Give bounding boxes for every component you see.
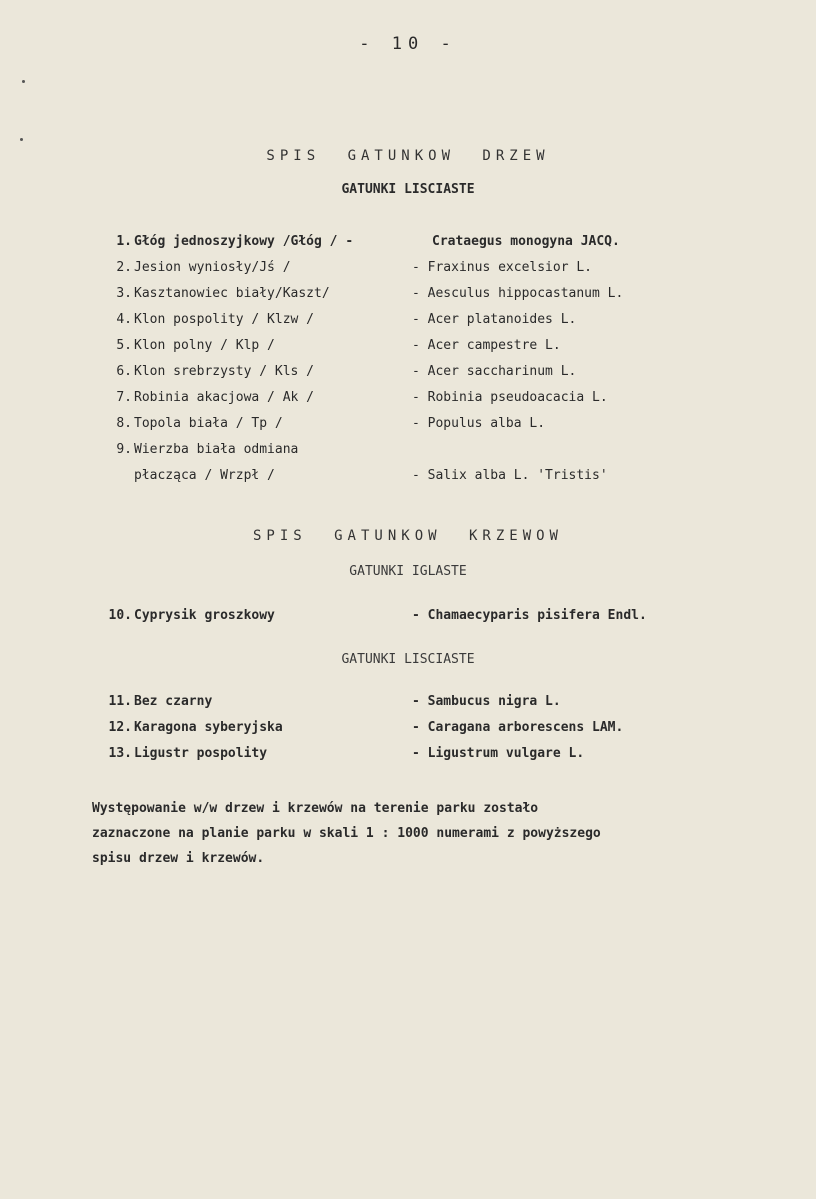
note-line: zaznaczone na planie parku w skali 1 : 1000 numerami z powyższego: [92, 826, 601, 841]
polish-name: Cyprysik groszkowy: [134, 608, 275, 623]
polish-name: Bez czarny: [134, 694, 213, 709]
latin-name: - Acer saccharinum L.: [412, 364, 577, 379]
latin-name: - Fraxinus excelsior L.: [412, 260, 593, 275]
polish-name: Kasztanowiec biały/Kaszt/: [134, 286, 330, 301]
latin-name: Crataegus monogyna JACQ.: [432, 234, 620, 249]
polish-name: Karagona syberyjska: [134, 720, 283, 735]
polish-name: Robinia akacjowa / Ak /: [134, 390, 315, 405]
latin-name: - Chamaecyparis pisifera Endl.: [412, 608, 647, 623]
item-number: 7.: [116, 390, 132, 405]
location-note: [92, 796, 772, 871]
item-number: 5.: [116, 338, 132, 353]
item-number: 9.: [116, 442, 132, 457]
latin-name: - Caragana arborescens LAM.: [412, 720, 624, 735]
latin-name: - Populus alba L.: [412, 416, 546, 431]
item-number: 1.: [116, 234, 132, 249]
latin-name: - Salix alba L. 'Tristis': [412, 468, 608, 483]
item-number: 11.: [108, 694, 132, 709]
note-line: spisu drzew i krzewów.: [92, 851, 265, 866]
deciduous-subheading: GATUNKI LISCIASTE: [341, 652, 475, 667]
item-number: 3.: [116, 286, 132, 301]
polish-name: Klon pospolity / Klzw /: [134, 312, 315, 327]
polish-name: Topola biała / Tp /: [134, 416, 283, 431]
latin-name: - Aesculus hippocastanum L.: [412, 286, 624, 301]
item-number: 4.: [116, 312, 132, 327]
page-number: - 10 -: [359, 34, 457, 54]
item-number: 13.: [108, 746, 132, 761]
item-number: 2.: [116, 260, 132, 275]
item-number: 10.: [108, 608, 132, 623]
item-number: 6.: [116, 364, 132, 379]
shrubs-heading: SPIS GATUNKOW KRZEWOW: [252, 528, 563, 544]
polish-name: Głóg jednoszyjkowy /Głóg / -: [134, 234, 354, 249]
latin-name: - Sambucus nigra L.: [412, 694, 561, 709]
latin-name: - Acer campestre L.: [412, 338, 561, 353]
scan-speck: [20, 138, 23, 141]
trees-heading: SPIS GATUNKOW DRZEW: [266, 148, 550, 164]
polish-name: Jesion wyniosły/Jś /: [134, 260, 291, 275]
latin-name: - Ligustrum vulgare L.: [412, 746, 585, 761]
latin-name: - Robinia pseudoacacia L.: [412, 390, 608, 405]
polish-name: Klon srebrzysty / Kls /: [134, 364, 315, 379]
trees-subheading: GATUNKI LISCIASTE: [341, 182, 475, 197]
item-number: 8.: [116, 416, 132, 431]
polish-name: Ligustr pospolity: [134, 746, 268, 761]
latin-name: - Acer platanoides L.: [412, 312, 577, 327]
polish-name: Klon polny / Klp /: [134, 338, 275, 353]
item-number: 12.: [108, 720, 132, 735]
polish-name: płacząca / Wrzpł /: [134, 468, 275, 483]
polish-name: Wierzba biała odmiana: [134, 442, 299, 457]
conifer-subheading: GATUNKI IGLASTE: [349, 564, 467, 579]
scan-speck: [22, 80, 25, 83]
note-line: Występowanie w/w drzew i krzewów na terenie parku zostało: [92, 801, 539, 816]
